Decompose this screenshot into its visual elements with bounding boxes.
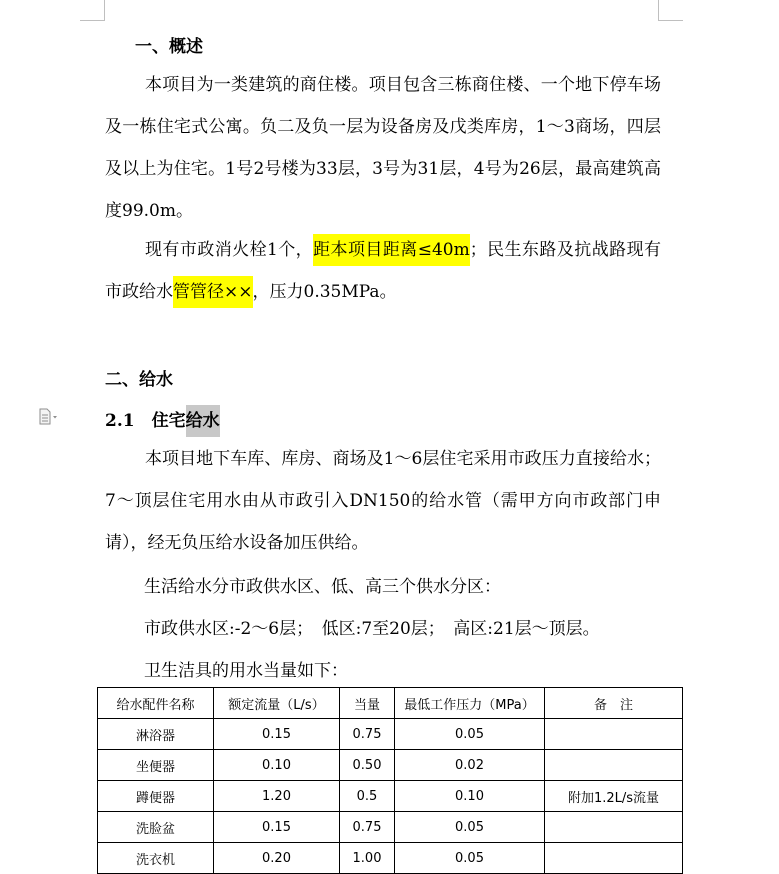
zones-intro-line: 生活给水分市政供水区、低、高三个供水分区：	[144, 577, 501, 597]
para2-text1: 现有市政消火栓1个，	[145, 240, 314, 260]
table-cell: 洗衣机	[98, 843, 214, 874]
table-cell: 0.75	[340, 719, 395, 750]
table-cell: 坐便器	[98, 750, 214, 781]
table-cell: 0.10	[214, 750, 340, 781]
table-cell: 1.20	[214, 781, 340, 812]
section2-heading: 二、给水	[105, 370, 173, 390]
fixtures-intro-line: 卫生洁具的用水当量如下：	[144, 661, 348, 681]
table-row	[98, 843, 683, 874]
table-row	[98, 781, 683, 812]
table-cell: 洗脸盆	[98, 812, 214, 843]
section1-paragraph1: 本项目为一类建筑的商住楼。项目包含三栋商住楼、一个地下停车场及一栋住宅式公寓。负二及负一层为设备房及戊类库房，1～3商场，四层及以上为住宅。1号2号楼为33层，3号为31层，4号为26层，最高建筑高度99.0m。	[105, 75, 661, 221]
section2-1-heading	[105, 406, 220, 431]
table-cell	[545, 750, 683, 781]
table-header-row	[98, 688, 683, 719]
sub-heading-text: 2.1 住宅	[105, 411, 186, 431]
para2-text2: ；民生东路及抗战路现有市政给水	[105, 240, 661, 302]
table-header: 最低工作压力（MPa）	[395, 688, 545, 719]
page-corner-mark-left	[80, 0, 105, 21]
table-cell: 0.05	[395, 812, 545, 843]
table-cell: 0.05	[395, 719, 545, 750]
table-header: 当量	[340, 688, 395, 719]
fixture-table	[97, 687, 683, 874]
table-cell: 0.50	[340, 750, 395, 781]
page-corner-mark-right	[658, 0, 683, 21]
table-cell: 0.05	[395, 843, 545, 874]
table-cell: 淋浴器	[98, 719, 214, 750]
table-row	[98, 719, 683, 750]
table-row	[98, 750, 683, 781]
table-header: 额定流量（L/s）	[214, 688, 340, 719]
table-cell: 0.10	[395, 781, 545, 812]
table-row	[98, 812, 683, 843]
document-dropdown-icon[interactable]	[38, 408, 58, 426]
section1-paragraph2	[105, 229, 661, 313]
table-header: 备 注	[545, 688, 683, 719]
table-cell	[545, 812, 683, 843]
table-header: 给水配件名称	[98, 688, 214, 719]
table-cell: 1.00	[340, 843, 395, 874]
table-cell: 0.20	[214, 843, 340, 874]
table-cell: 0.75	[340, 812, 395, 843]
table-cell: 0.15	[214, 812, 340, 843]
section1-heading: 一、概述	[135, 37, 203, 57]
table-cell	[545, 719, 683, 750]
section2-paragraph1: 本项目地下车库、库房、商场及1～6层住宅采用市政压力直接给水；7～顶层住宅用水由从市政引入DN150的给水管（需甲方向市政部门申请），经无负压给水设备加压供给。	[105, 449, 661, 553]
table-cell: 0.5	[340, 781, 395, 812]
highlight-distance: 距本项目距离≤40m	[313, 234, 470, 266]
table-cell: 0.15	[214, 719, 340, 750]
table-cell: 附加1.2L/s流量	[545, 781, 683, 812]
para2-text3: ，压力0.35MPa。	[252, 282, 397, 302]
table-cell: 0.02	[395, 750, 545, 781]
table-cell: 蹲便器	[98, 781, 214, 812]
table-cell	[545, 843, 683, 874]
sub-heading-marked-field: 给水	[186, 405, 220, 437]
highlight-pipe-diameter: 管管径××	[173, 276, 253, 308]
zones-detail-line: 市政供水区:-2～6层； 低区:7至20层； 高区:21层～顶层。	[144, 619, 600, 639]
